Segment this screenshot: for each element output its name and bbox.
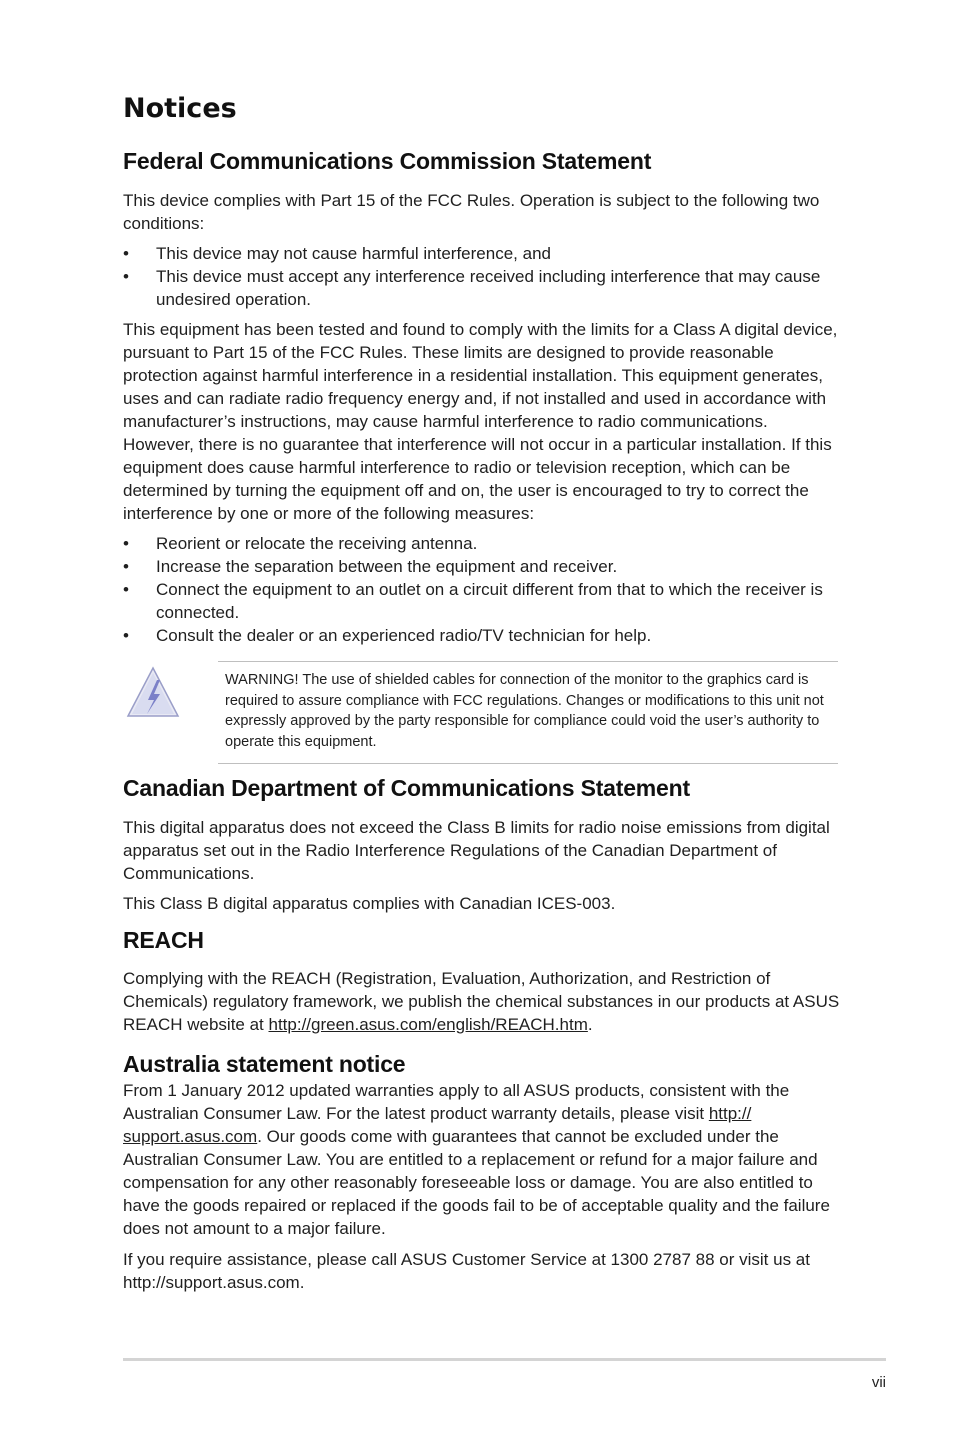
canada-para-2: This Class B digital apparatus complies with Canadian ICES-003.: [123, 894, 616, 913]
list-item: • Connect the equipment to an outlet on a circuit different from that to which the receiver is connected.: [123, 580, 823, 622]
fcc-body: This equipment has been tested and found to comply with the limits for a Class A digital device, pursuant to Part 15 of the FCC Rules. These limits are designed to provide reasonable protection against harmful interference in a residential installation. This equipment generates, uses and can radiate radio frequency energy and, if not installed and used in accordance with manufacturer’s instructions, may cause harmful interference to radio communications. However, there is no guarantee that interference will not occur in a particular installation. If this equipment does cause harmful interference to radio or television reception, which can be determined by turning the equipment off and on, the user is encouraged to try to correct the interference by one or more of the following measures:: [123, 320, 838, 523]
canada-para-1: This digital apparatus does not exceed the Class B limits for radio noise emissions from digital apparatus set out in the Radio Interference Regulations of the Canadian Department of Communications.: [123, 818, 830, 883]
australia-heading: Australia statement notice: [123, 1051, 406, 1077]
bullet-icon: •: [123, 267, 129, 286]
reach-heading: REACH: [123, 927, 204, 953]
bullet-icon: •: [123, 557, 129, 576]
list-item: • This device must accept any interference received including interference that may cause undesired operation.: [123, 267, 821, 309]
list-item: • Consult the dealer or an experienced radio/TV technician for help.: [123, 626, 652, 645]
australia-text: From 1 January 2012 updated warranties apply to all ASUS products, consistent with the Australian Consumer Law. For the latest product warranty details, please visit http:// support.asus.com. Our goods come with guarantees that cannot be excluded under the Australian Consumer Law. You are entitled to a replacement or refund for a major failure and compensation for any other reasonably foreseeable loss or damage. You are also entitled to have the goods repaired or replaced if the goods fail to be of acceptable quality and the failure does not amount to a major failure.: [123, 1081, 830, 1238]
warning-box: [218, 661, 838, 764]
bullet-icon: •: [123, 244, 129, 263]
bullet-icon: •: [123, 626, 129, 645]
page-title: Notices: [123, 93, 237, 124]
list-item: • Reorient or relocate the receiving antenna.: [123, 534, 478, 553]
reach-text: Complying with the REACH (Registration, Evaluation, Authorization, and Restriction of Chemicals) regulatory framework, we publish the chemical substances in our products at ASUS REACH website at http://green.asus.com/english/REACH.htm.: [123, 969, 840, 1034]
reach-link[interactable]: http://green.asus.com/english/REACH.htm: [268, 1015, 588, 1034]
canada-heading: Canadian Department of Communications Statement: [123, 775, 690, 801]
fcc-intro: This device complies with Part 15 of the FCC Rules. Operation is subject to the following two conditions:: [123, 191, 820, 233]
list-item: • This device may not cause harmful interference, and: [123, 244, 551, 263]
list-item: • Increase the separation between the equipment and receiver.: [123, 557, 618, 576]
warning-text: WARNING! The use of shielded cables for connection of the monitor to the graphics card is required to assure compliance with FCC regulations. Changes or modifications to this unit not expressly approved by the party responsible for compliance could void the user’s authority to operate this equipment.: [225, 672, 824, 750]
support-link[interactable]: http:// support.asus.com: [123, 1104, 752, 1146]
fcc-conditions-list: [123, 242, 843, 311]
warning-lightning-icon: [124, 664, 182, 722]
footer-rule: [123, 1358, 886, 1361]
fcc-measures-list: [123, 532, 843, 647]
australia-assistance: If you require assistance, please call ASUS Customer Service at 1300 2787 88 or visit us at http://support.asus.com.: [123, 1250, 810, 1292]
bullet-icon: •: [123, 580, 129, 599]
fcc-heading: Federal Communications Commission Statement: [123, 148, 652, 174]
page-number: vii: [871, 1374, 886, 1391]
bullet-icon: •: [123, 534, 129, 553]
